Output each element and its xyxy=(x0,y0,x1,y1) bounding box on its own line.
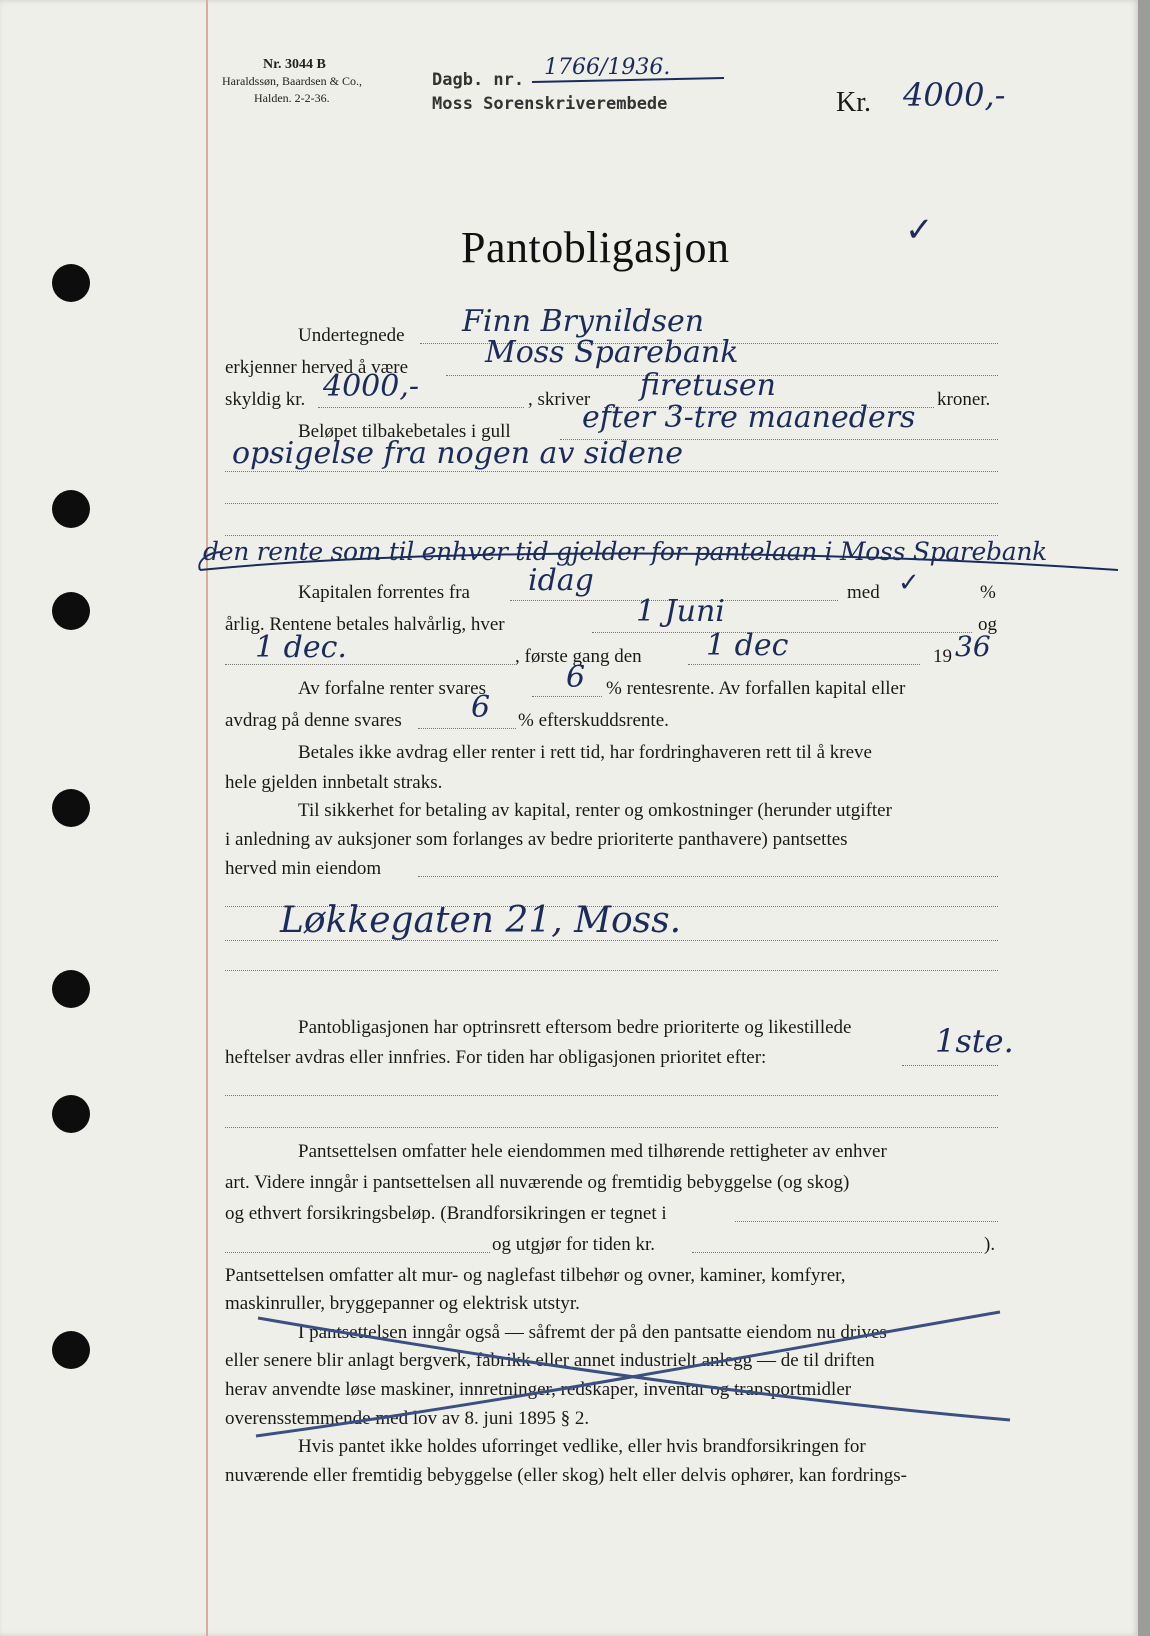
undertegnede-label: Undertegnede xyxy=(298,325,405,346)
omfatter-line-1: Pantsettelsen omfatter hele eiendommen med tilhørende rettigheter av enhver xyxy=(298,1141,887,1162)
skyldig-value: 4000,- xyxy=(323,369,420,404)
avdrag-suffix: % efterskuddsrente. xyxy=(518,710,669,731)
betales-line-2: hele gjelden innbetalt straks. xyxy=(225,772,443,793)
omfatter-line-5: Pantsettelsen omfatter alt mur- og naglefast tilbehør og ovner, kaminer, komfyrer, xyxy=(225,1265,846,1286)
med-value: ✓ xyxy=(898,568,920,598)
rente-underline xyxy=(200,554,1118,571)
document-title: Pantobligasjon xyxy=(461,223,730,272)
eiendom-value: Løkkegaten 21, Moss. xyxy=(280,900,682,941)
kapital-value: idag xyxy=(528,563,594,598)
sikkerhet-line-2: i anledning av auksjoner som forlanges av bedre prioriterte panthavere) pantsettes xyxy=(225,829,848,850)
avdrag-label: avdrag på denne svares xyxy=(225,710,402,731)
hver-value: 1 Juni xyxy=(636,594,725,629)
dec-value: 1 dec. xyxy=(255,630,347,665)
dagbok-number: 1766/1936. xyxy=(544,55,671,80)
optrinsrett-line-2: heftelser avdras eller innfries. For tiden har obligasjonen prioritet efter: xyxy=(225,1047,767,1068)
sikkerhet-line-1: Til sikkerhet for betaling av kapital, renter og omkostninger (herunder utgifter xyxy=(298,800,892,821)
office-stamp: Moss Sorenskriverembede xyxy=(432,94,668,114)
forste-value: 1 dec xyxy=(706,628,789,663)
omfatter-line-2: art. Videre inngår i pantsettelsen all nuværende og fremtidig bebyggelse (og skog) xyxy=(225,1172,850,1193)
check-mark: ✓ xyxy=(905,210,934,250)
printer-number: Nr. 3044 B xyxy=(263,57,326,72)
kr-amount: 4000,- xyxy=(903,76,1006,114)
hvis-line-2: nuværende eller fremtidig bebyggelse (eller skog) helt eller delvis ophører, kan fordrings- xyxy=(225,1465,907,1486)
skriver-label: , skriver xyxy=(528,389,591,410)
kr-label: Kr. xyxy=(836,87,871,118)
og-label: og xyxy=(978,614,997,635)
printer-date: Halden. 2-2-36. xyxy=(254,91,330,105)
erkjenner-value: Moss Sparebank xyxy=(485,335,739,370)
med-label: med xyxy=(847,582,880,603)
dagbok-stamp-label: Dagb. nr. xyxy=(432,70,525,90)
strike-through-diagonal-2 xyxy=(256,1312,1000,1436)
forfalne-suffix: % rentesrente. Av forfallen kapital eller xyxy=(606,678,906,699)
omfatter-line-4-end: ). xyxy=(984,1234,996,1255)
kroner-label: kroner. xyxy=(937,389,991,410)
omfatter-line-3: og ethvert forsikringsbeløp. (Brandforsikringen er tegnet i xyxy=(225,1203,667,1224)
kapital-label: Kapitalen forrentes fra xyxy=(298,582,470,603)
omfatter-line-4: og utgjør for tiden kr. xyxy=(492,1234,656,1255)
optrinsrett-line-1: Pantobligasjonen har optrinsrett eftersom bedre prioriterte og likestillede xyxy=(298,1017,852,1038)
skyldig-label: skyldig kr. xyxy=(225,389,306,410)
belopet-value-2: opsigelse fra nogen av sidene xyxy=(232,436,683,471)
percent-sign: % xyxy=(980,582,996,603)
betales-line-1: Betales ikke avdrag eller renter i rett tid, har fordringhaveren rett til å kreve xyxy=(298,742,872,763)
undertegnede-value: Finn Brynildsen xyxy=(462,304,705,339)
skriver-value: firetusen xyxy=(640,368,776,403)
forfalne-value: 6 xyxy=(566,660,586,695)
arlig-label: årlig. Rentene betales halvårlig, hver xyxy=(225,614,505,635)
crossed-line-4: overensstemmende med lov av 8. juni 1895 § 2. xyxy=(225,1408,590,1429)
erkjenner-label: erkjenner herved å være xyxy=(225,357,409,378)
forfalne-label: Av forfalne renter svares xyxy=(298,678,486,699)
crossed-line-3: herav anvendte løse maskiner, innretninger, redskaper, inventar og transportmidler xyxy=(225,1379,852,1400)
belopet-value-1: efter 3-tre maaneders xyxy=(582,400,916,435)
forste-label: , første gang den xyxy=(515,646,642,667)
strike-through-diagonal-1 xyxy=(258,1318,1010,1420)
rente-handwritten: den rente som til enhver tid gjelder for pantelaan i Moss Sparebank xyxy=(203,537,1047,566)
dagbok-underline xyxy=(532,78,724,82)
year-prefix: 19 xyxy=(933,646,952,667)
sikkerhet-line-3: herved min eiendom xyxy=(225,858,382,879)
year-value: 36 xyxy=(955,630,991,663)
hvis-line-1: Hvis pantet ikke holdes uforringet vedlike, eller hvis brandforsikringen for xyxy=(298,1436,866,1457)
prioritet-value: 1ste. xyxy=(935,1022,1014,1060)
avdrag-value: 6 xyxy=(471,690,491,725)
belopet-label: Beløpet tilbakebetales i gull xyxy=(298,421,511,442)
omfatter-line-6: maskinruller, bryggepanner og elektrisk utstyr. xyxy=(225,1293,580,1314)
crossed-line-1: I pantsettelsen inngår også — såfremt der på den pantsatte eiendom nu drives xyxy=(298,1322,887,1343)
crossed-line-2: eller senere blir anlagt bergverk, fabrikk eller annet industrielt anlegg — de til driften xyxy=(225,1350,875,1371)
printer-name: Haraldssøn, Baardsen & Co., xyxy=(222,74,362,88)
